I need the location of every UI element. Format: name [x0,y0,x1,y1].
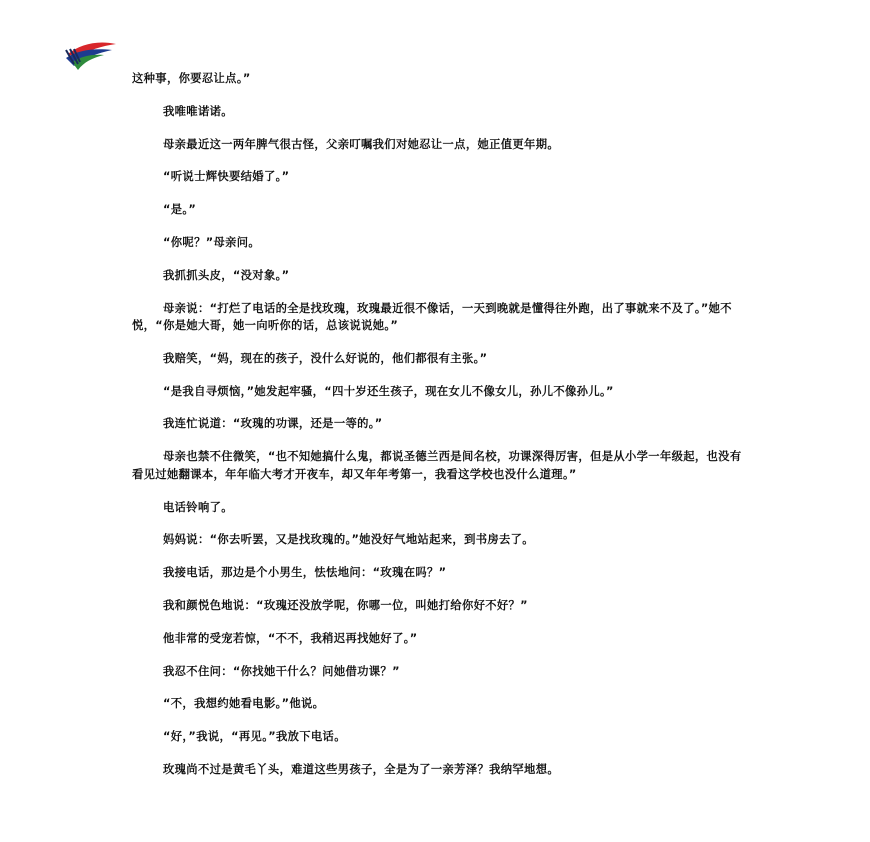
paragraph: 我赔笑，“妈，现在的孩子，没什么好说的，他们都很有主张。” [163,351,488,365]
paragraph: 电话铃响了。 [163,500,233,514]
paragraph: 我唯唯诺诺。 [163,104,233,118]
paragraph: “好，”我说，“再见。”我放下电话。 [163,730,346,744]
paragraph: 我抓抓头皮，“没对象。” [163,268,290,282]
paragraph: 这种事，你要忍让点。” [132,72,251,85]
paragraph: 母亲说：“打烂了电话的全是找玫瑰，玫瑰最近很不像话，一天到晚就是懂得往外跑，出了事就来不及了。”她不悦，“你是她大哥，她一向听你的话，总该说说她。” [132,301,732,333]
publisher-logo [62,40,118,74]
paragraph: 妈妈说：“你去听罢，又是找玫瑰的。”她没好气地站起来，到书房去了。 [163,533,534,547]
paragraph: “你呢？”母亲问。 [163,235,261,249]
paragraph: 玫瑰尚不过是黄毛丫头，难道这些男孩子，全是为了一亲芳泽？我纳罕地想。 [163,762,559,776]
paragraph: “是。” [163,203,197,217]
document-body [132,70,742,794]
paragraph: 他非常的受宠若惊，“不不，我稍迟再找她好了。” [163,631,418,645]
paragraph: 我和颜悦色地说：“玫瑰还没放学呢，你哪一位，叫她打给你好不好？” [163,598,528,612]
paragraph: 母亲也禁不住微笑，“也不知她搞什么鬼，都说圣德兰西是间名校，功课深得厉害，但是从小学一年级起，也没有看见过她翻课本，年年临大考才开夜车，却又年年考第一，我看这学校也没什么道理。” [132,450,742,481]
paragraph: 我连忙说道：“玫瑰的功课，还是一等的。” [163,417,383,431]
paragraph: “是我自寻烦恼，”她发起牢骚，“四十岁还生孩子，现在女儿不像女儿，孙儿不像孙儿。” [163,384,614,398]
paragraph: 母亲最近这一两年脾气很古怪，父亲叮嘱我们对她忍让一点，她正值更年期。 [163,137,559,151]
paragraph: 我忍不住问：“你找她干什么？问她借功课？” [163,664,400,678]
paragraph: “听说士辉快要结婚了。” [163,170,290,184]
paragraph: 我接电话，那边是个小男生，怯怯地问：“玫瑰在吗？” [163,566,447,580]
paragraph: “不，我想约她看电影。”他说。 [163,697,325,711]
